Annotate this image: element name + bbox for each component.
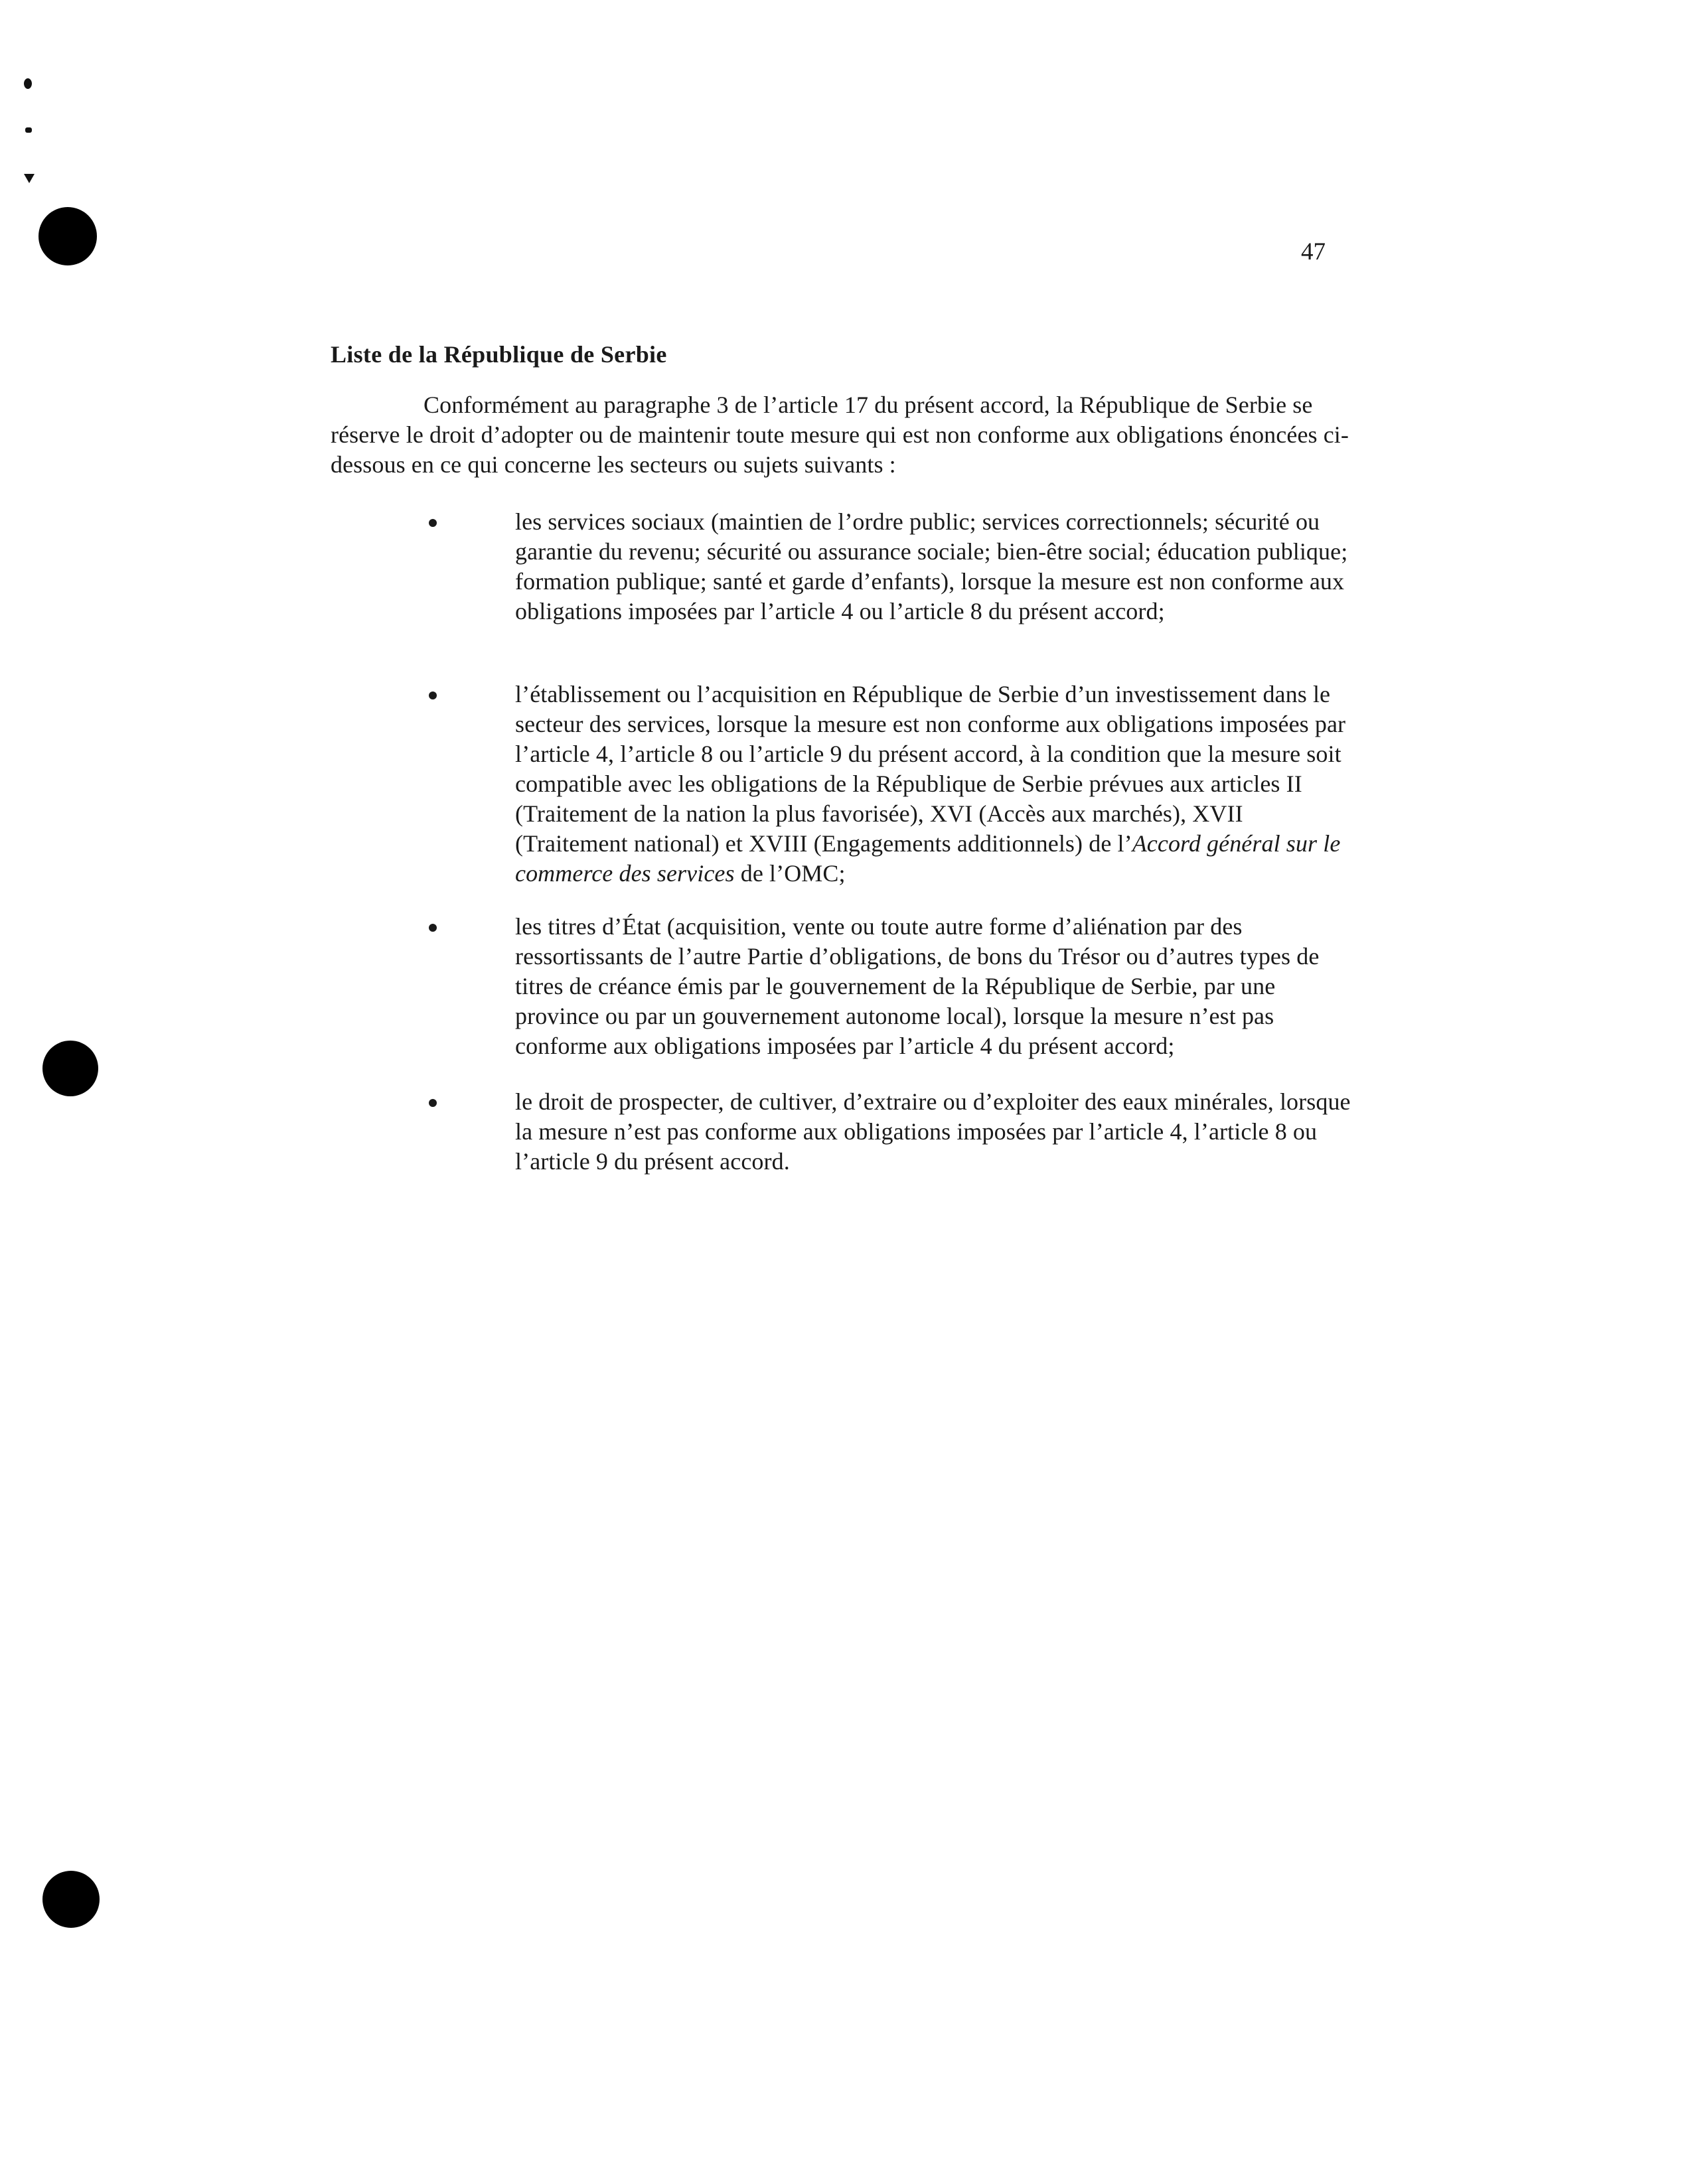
scan-mark [24,78,32,89]
agreement-title: Accord général sur le commerce des services [515,830,1341,887]
list-item-text: les services sociaux (maintien de l’ordre public; services correctionnels; sécurité ou garantie du revenu; sécurité ou assurance sociale; bien-être social; éducation publique; formation publique; santé et garde d’enfants), lorsque la mesure est non conforme aux obligations imposées par l’article 4 ou l’article 8 du présent accord; [515,508,1348,624]
list-item [515,680,1358,889]
punch-hole [42,1871,100,1928]
list-item-text: les titres d’État (acquisition, vente ou toute autre forme d’aliénation par des ressortissants de l’autre Partie d’obligations, de bons du Trésor ou d’autres types de titres de créance émis par le gouvernement de la République de Serbie, par une province ou par un gouvernement autonome local), lorsque la mesure n’est pas conforme aux obligations imposées par l’article 4 du présent accord; [515,913,1320,1059]
punch-hole [38,207,97,265]
scan-mark [25,127,32,133]
bullet-icon [429,519,437,527]
bullet-icon [429,924,437,932]
list-item-text: le droit de prospecter, de cultiver, d’extraire ou d’exploiter des eaux minérales, lorsque la mesure n’est pas conforme aux obligations imposées par l’article 4, l’article 8 ou l’article 9 du présent accord. [515,1088,1351,1175]
page-number: 47 [1301,238,1326,265]
bullet-icon [429,1099,437,1107]
list-item [515,912,1358,1061]
bullet-icon [429,692,437,699]
intro-paragraph: Conformément au paragraphe 3 de l’article 17 du présent accord, la République de Serbie se réserve le droit d’adopter ou de maintenir toute mesure qui est non conforme aux obligations énoncées ci-dessous en ce qui concerne les secteurs ou sujets suivants : [331,392,1349,478]
list-item-text: l’établissement ou l’acquisition en République de Serbie d’un investissement dans le secteur des services, lorsque la mesure est non conforme aux obligations imposées par l’article 4, l’article 8 ou l’article 9 du présent accord, à la condition que la mesure soit compatible avec les obligations de la République de Serbie prévues aux articles II (Traitement de la nation la plus favorisée), XVI (Accès aux marchés), XVII (Traitement national) et XVIII (Engagements additionnels) de l’ [515,681,1346,857]
scan-mark [24,174,35,183]
section-heading: Liste de la République de Serbie [331,341,667,368]
list-item [515,507,1358,626]
punch-hole [42,1041,98,1096]
list-item-text-end: de l’OMC; [734,860,846,887]
list-item [515,1087,1358,1177]
